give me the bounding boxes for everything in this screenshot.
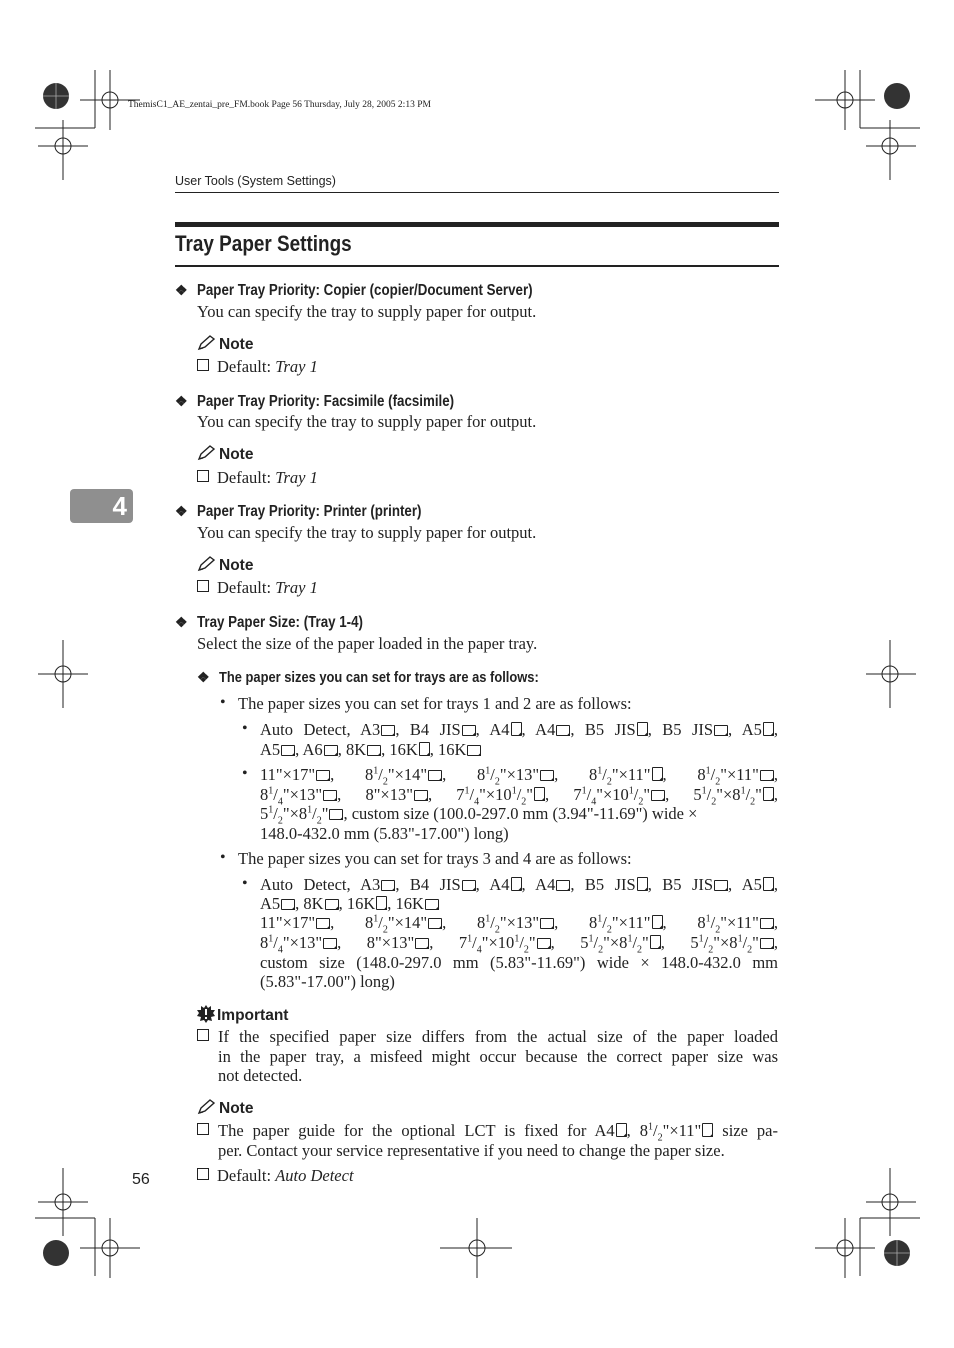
trays12-inch-line2: $8^1/_4"\times 13$" , 8"×13" , $7^1/_4"\times 10^1/_2$" , $7^1/_4"\times 10^1/_2$" , $5^1/_2"\times 8^1/_2$" ,: [260, 785, 779, 808]
running-header: User Tools (System Settings): [175, 174, 336, 188]
important-burst-icon: [197, 1005, 215, 1023]
pencil-icon: [197, 335, 217, 351]
note-heading: Note: [197, 556, 253, 575]
lct-note-line-1: The paper guide for the optional LCT is fixed for A4 , $8^1/_2"\times 11$" size pa-: [218, 1121, 778, 1144]
paper-sizes-subheading: ❖ The paper sizes you can set for trays are as follows:: [197, 669, 539, 686]
trays34-custom-line1: custom size (148.0-297.0 mm (5.83"-11.69") wide × 148.0-432.0 mm: [260, 953, 778, 972]
trays12-sizes-line1: Auto Detect, A3 , B4 JIS , A4 , A4 , B5 JIS , B5 JIS , A5 ,: [260, 720, 778, 739]
diamond-bullet-icon: ❖: [175, 505, 188, 520]
lct-note-line-2: per. Contact your service representative if you need to change the paper size.: [218, 1141, 725, 1160]
diamond-bullet-icon: ❖: [175, 395, 188, 410]
note-heading: Note: [197, 335, 253, 354]
chapter-tab: 4: [70, 489, 133, 523]
diamond-bullet-icon: ❖: [175, 616, 188, 631]
book-info-line: ThemisC1_AE_zentai_pre_FM.book Page 56 Thursday, July 28, 2005 2:13 PM: [128, 100, 431, 110]
checkbox-icon: [197, 1168, 209, 1180]
pencil-icon: [197, 1099, 217, 1115]
pencil-icon: [197, 556, 217, 572]
page-number: 56: [132, 1171, 150, 1188]
trays34-intro: The paper sizes you can set for trays 3 and 4 are as follows:: [238, 849, 632, 868]
section-tray-size-body: Select the size of the paper loaded in the paper tray.: [197, 634, 538, 653]
checkbox-icon: [197, 359, 209, 371]
default-item: Default: Tray 1: [197, 357, 318, 377]
checkbox-icon: [197, 470, 209, 482]
bullet-dot: •: [220, 849, 226, 866]
trays34-inch-line2: $8^1/_4"\times 13$" , 8"×13" , $7^1/_4"\times 10^1/_2$" , $5^1/_2"\times 8^1/_2$" , $5^1/_2"\times 8^1/_2$" ,: [260, 933, 779, 956]
title-top-bar: [175, 222, 779, 227]
trays12-custom-line: 148.0-432.0 mm (5.83"-17.00") long): [260, 824, 509, 843]
section-tray-size-heading: ❖ Tray Paper Size: (Tray 1-4): [175, 614, 363, 631]
important-line-2: in the paper tray, a misfeed might occur because the correct paper size was: [218, 1047, 778, 1066]
trays34-inch-line1: 11"×17" , $8^1/_2"\times 14$" , $8^1/_2"\times 13$" , $8^1/_2"\times 11$" , $8^1/_2"\times 11$" ,: [260, 913, 779, 936]
checkbox-icon: [197, 580, 209, 592]
note-heading: Note: [197, 445, 253, 464]
default-item: Default: Tray 1: [197, 578, 318, 598]
bullet-dot: •: [242, 720, 248, 737]
diamond-bullet-icon: ❖: [175, 284, 188, 299]
bullet-dot: •: [220, 694, 226, 711]
pencil-icon: [197, 445, 217, 461]
bullet-dot: •: [242, 875, 248, 892]
default-item: Default: Auto Detect: [197, 1166, 354, 1186]
trays34-sizes-line1: Auto Detect, A3 , B4 JIS , A4 , A4 , B5 JIS , B5 JIS , A5 ,: [260, 875, 778, 894]
bullet-dot: •: [242, 765, 248, 782]
title-bottom-rule: [175, 265, 779, 267]
section-fax-heading: ❖ Paper Tray Priority: Facsimile (facsimile): [175, 393, 455, 410]
trays12-inch-line3: $5^1/_2"\times 8^1/_2$" , custom size (100.0-297.0 mm (3.94"-11.69") wide ×: [260, 804, 698, 827]
trays34-sizes-line2: A5 , 8K , 16K , 16K: [260, 894, 439, 914]
section-copier-body: You can specify the tray to supply paper for output.: [197, 302, 537, 321]
section-fax-body: You can specify the tray to supply paper for output.: [197, 412, 537, 431]
section-copier-heading: ❖ Paper Tray Priority: Copier (copier/Document Server): [175, 282, 533, 299]
default-item: Default: Tray 1: [197, 468, 318, 488]
important-line-1: If the specified paper size differs from the actual size of the paper loaded: [218, 1027, 778, 1046]
note-heading: Note: [197, 1099, 253, 1118]
checkbox-icon: [197, 1121, 217, 1141]
trays12-intro: The paper sizes you can set for trays 1 and 2 are as follows:: [238, 694, 632, 713]
section-printer-body: You can specify the tray to supply paper for output.: [197, 523, 537, 542]
important-heading: Important: [197, 1005, 288, 1025]
page-title: Tray Paper Settings: [175, 231, 352, 256]
checkbox-icon: [197, 1027, 217, 1047]
trays34-custom-line2: (5.83"-17.00") long): [260, 972, 395, 991]
trays12-sizes-line2: A5 , A6 , 8K , 16K , 16K: [260, 740, 481, 760]
important-line-3: not detected.: [218, 1066, 303, 1085]
section-printer-heading: ❖ Paper Tray Priority: Printer (printer): [175, 503, 422, 520]
diamond-bullet-icon: ❖: [197, 671, 210, 686]
trays12-inch-line1: 11"×17" , $8^1/_2"\times 14$" , $8^1/_2"\times 13$" , $8^1/_2"\times 11$" , $8^1/_2"\times 11$" ,: [260, 765, 779, 788]
header-rule: [175, 192, 779, 193]
